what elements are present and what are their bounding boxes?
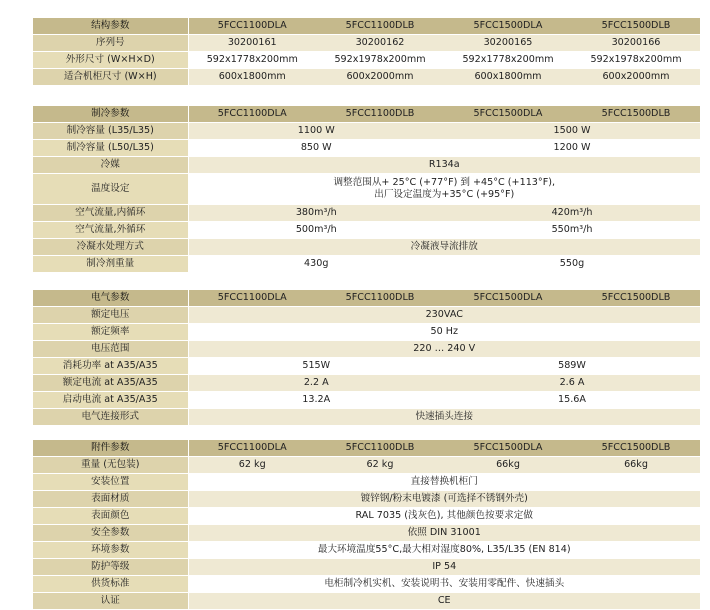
cell: 50 Hz (188, 324, 700, 341)
cell (188, 174, 700, 205)
table-row (33, 123, 700, 140)
structure-title: 结构参数 (33, 18, 188, 35)
cell: 镀锌钢/粉末电镀漆 (可选择不锈钢外壳) (188, 491, 700, 508)
row-label: 安全参数 (33, 525, 188, 542)
row-label: 重量 (无包装) (33, 457, 188, 474)
model-2: 5FCC1100DLB (316, 18, 444, 35)
cell: 62 kg (316, 457, 444, 474)
table-row (33, 392, 700, 409)
cell: IP 54 (188, 559, 700, 576)
cell: 快速插头连接 (188, 409, 700, 426)
cell: 30200162 (316, 35, 444, 52)
table-row (33, 409, 700, 426)
model-2: 5FCC1100DLB (316, 440, 444, 457)
table-row (33, 508, 700, 525)
table-row (33, 52, 700, 69)
table-row (33, 491, 700, 508)
table-row (33, 457, 700, 474)
temp-line-1: 调整范围从+ 25°C (+77°F) 到 +45°C (+113°F), (333, 177, 556, 188)
cell: 592x1978x200mm (316, 52, 444, 69)
temp-line-2: 出厂设定温度为+35°C (+95°F) (374, 189, 515, 200)
model-1: 5FCC1100DLA (188, 106, 316, 123)
cell: 500m³/h (188, 222, 444, 239)
model-3: 5FCC1500DLA (444, 290, 572, 307)
model-4: 5FCC1500DLB (572, 290, 700, 307)
cell: 420m³/h (444, 205, 700, 222)
model-1: 5FCC1100DLA (188, 18, 316, 35)
cell: 2.6 A (444, 375, 700, 392)
accessories-table (33, 440, 700, 610)
table-row (33, 375, 700, 392)
row-label: 消耗功率 at A35/A35 (33, 358, 188, 375)
cell: 230VAC (188, 307, 700, 324)
cell: 冷凝液导流排放 (188, 239, 700, 256)
table-row (33, 256, 700, 273)
model-2: 5FCC1100DLB (316, 106, 444, 123)
cell: 66kg (572, 457, 700, 474)
row-label: 序列号 (33, 35, 188, 52)
cell: 850 W (188, 140, 444, 157)
cell: 最大环境温度55°C,最大相对湿度80%, L35/L35 (EN 814) (188, 542, 700, 559)
table-row (33, 205, 700, 222)
accessories-title: 附件参数 (33, 440, 188, 457)
table-row (33, 525, 700, 542)
cell: 30200166 (572, 35, 700, 52)
cell: 15.6A (444, 392, 700, 409)
structure-header-row (33, 18, 700, 35)
row-label: 防护等级 (33, 559, 188, 576)
cell: 592x1978x200mm (572, 52, 700, 69)
table-row (33, 576, 700, 593)
row-label: 空气流量,内循环 (33, 205, 188, 222)
table-row (33, 324, 700, 341)
model-3: 5FCC1500DLA (444, 440, 572, 457)
cell: 592x1778x200mm (188, 52, 316, 69)
model-2: 5FCC1100DLB (316, 290, 444, 307)
row-label: 启动电流 at A35/A35 (33, 392, 188, 409)
cooling-table (33, 106, 700, 273)
electrical-title: 电气参数 (33, 290, 188, 307)
table-row (33, 222, 700, 239)
cell: 220 … 240 V (188, 341, 700, 358)
table-row (33, 69, 700, 86)
model-1: 5FCC1100DLA (188, 440, 316, 457)
cell: CE (188, 593, 700, 610)
row-label: 认证 (33, 593, 188, 610)
row-label: 空气流量,外循环 (33, 222, 188, 239)
cell: 600x2000mm (572, 69, 700, 86)
cell: 62 kg (188, 457, 316, 474)
row-label: 额定电流 at A35/A35 (33, 375, 188, 392)
cell: 30200165 (444, 35, 572, 52)
cell: 1100 W (188, 123, 444, 140)
cell: 电柜制冷机实机、安装说明书、安装用零配件、快速插头 (188, 576, 700, 593)
model-4: 5FCC1500DLB (572, 106, 700, 123)
model-3: 5FCC1500DLA (444, 18, 572, 35)
row-label: 表面颜色 (33, 508, 188, 525)
cell: 66kg (444, 457, 572, 474)
cell: 直接替换机柜门 (188, 474, 700, 491)
cell: 600x2000mm (316, 69, 444, 86)
model-4: 5FCC1500DLB (572, 18, 700, 35)
cell: 1500 W (444, 123, 700, 140)
table-row (33, 474, 700, 491)
row-label: 冷媒 (33, 157, 188, 174)
row-label: 额定电压 (33, 307, 188, 324)
row-label: 表面材质 (33, 491, 188, 508)
cooling-title: 制冷参数 (33, 106, 188, 123)
row-label: 温度设定 (33, 174, 188, 205)
row-label: 制冷容量 (L35/L35) (33, 123, 188, 140)
table-row (33, 559, 700, 576)
cell: 515W (188, 358, 444, 375)
cell: 600x1800mm (188, 69, 316, 86)
table-row (33, 341, 700, 358)
accessories-header-row (33, 440, 700, 457)
structure-table (33, 18, 700, 86)
table-row (33, 593, 700, 610)
cell: R134a (188, 157, 700, 174)
row-label: 供货标准 (33, 576, 188, 593)
cell: 2.2 A (188, 375, 444, 392)
cell: 430g (188, 256, 444, 273)
electrical-table (33, 290, 700, 426)
model-1: 5FCC1100DLA (188, 290, 316, 307)
row-label: 电气连接形式 (33, 409, 188, 426)
table-row (33, 174, 700, 205)
row-label: 安装位置 (33, 474, 188, 491)
table-row (33, 358, 700, 375)
row-label: 环境参数 (33, 542, 188, 559)
table-row (33, 140, 700, 157)
row-label: 冷凝水处理方式 (33, 239, 188, 256)
model-4: 5FCC1500DLB (572, 440, 700, 457)
cell: RAL 7035 (浅灰色), 其他颜色按要求定做 (188, 508, 700, 525)
table-row (33, 157, 700, 174)
row-label: 额定频率 (33, 324, 188, 341)
row-label: 适合机柜尺寸 (W×H) (33, 69, 188, 86)
cooling-header-row (33, 106, 700, 123)
cell: 380m³/h (188, 205, 444, 222)
cell: 589W (444, 358, 700, 375)
cell: 30200161 (188, 35, 316, 52)
row-label: 制冷容量 (L50/L35) (33, 140, 188, 157)
model-3: 5FCC1500DLA (444, 106, 572, 123)
table-row (33, 542, 700, 559)
cell: 600x1800mm (444, 69, 572, 86)
table-row (33, 239, 700, 256)
electrical-header-row (33, 290, 700, 307)
cell: 依照 DIN 31001 (188, 525, 700, 542)
cell: 1200 W (444, 140, 700, 157)
cell: 13.2A (188, 392, 444, 409)
table-row (33, 307, 700, 324)
row-label: 电压范围 (33, 341, 188, 358)
row-label: 外形尺寸 (W×H×D) (33, 52, 188, 69)
cell: 550m³/h (444, 222, 700, 239)
cell: 550g (444, 256, 700, 273)
table-row (33, 35, 700, 52)
cell: 592x1778x200mm (444, 52, 572, 69)
row-label: 制冷剂重量 (33, 256, 188, 273)
